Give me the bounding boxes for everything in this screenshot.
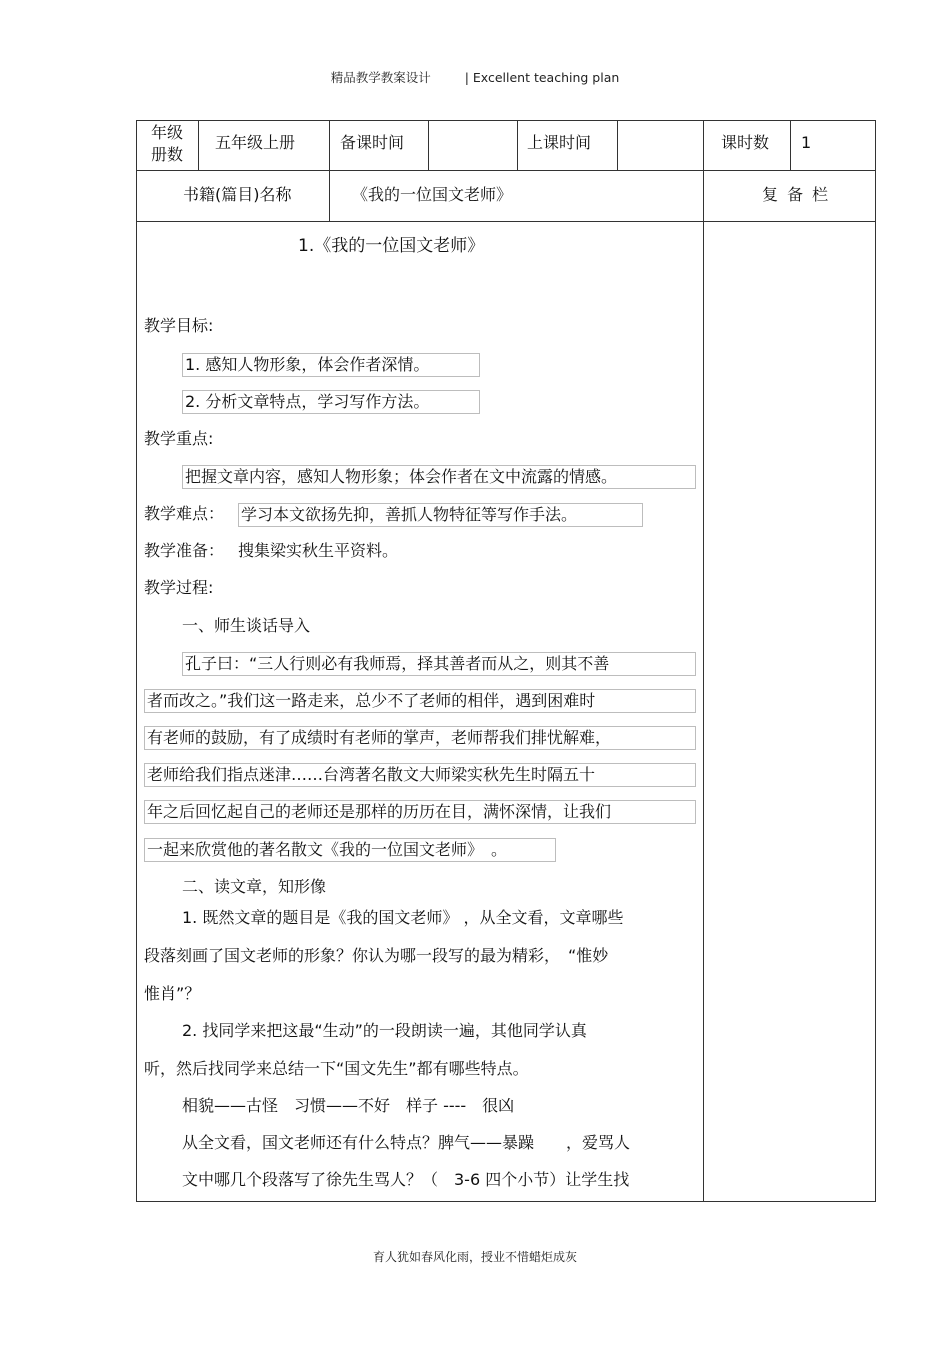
difficult-points-text: 学习本文欲扬先抑，善抓人物特征等写作手法。 (238, 503, 643, 527)
intro-paragraph-line: 一起来欣赏他的著名散文《我的一位国文老师》 。 (144, 838, 556, 862)
periods-value: 1 (801, 133, 812, 152)
goal-item (182, 390, 480, 414)
table-row1-divider (790, 120, 791, 170)
preparation-text: 搜集梁实秋生平资料。 (238, 541, 399, 560)
page-footer: 育人犹如春风化雨，授业不惜蜡炬成灰 (372, 1250, 577, 1264)
section-heading: 一、师生谈话导入 (182, 616, 311, 635)
intro-paragraph-line: 有老师的鼓励，有了成绩时有老师的掌声，老师帮我们排忧解难， (144, 726, 696, 750)
intro-paragraph-line: 者而改之。”我们这一路走来，总少不了老师的相伴，遇到困难时 (144, 689, 696, 713)
key-points-heading: 教学重点: (144, 429, 214, 448)
section-heading: 二、读文章，知形像 (182, 877, 327, 896)
traits-line: 相貌——古怪 习惯——不好 样子 ---- 很凶 (182, 1096, 515, 1115)
table-top-border (136, 120, 876, 121)
class-time-label: 上课时间 (527, 133, 592, 152)
intro-paragraph-line: 年之后回忆起自己的老师还是那样的历历在目，满怀深情，让我们 (144, 800, 696, 824)
grade-label-line2: 册数 (150, 145, 183, 164)
table-row1-bottom-border (136, 170, 876, 171)
table-left-border (136, 120, 137, 1202)
table-review-column-border (703, 120, 704, 1202)
question-line: 段落刻画了国文老师的形象？你认为哪一段写的最为精彩， “惟妙 (144, 946, 609, 965)
header-right-text: | Excellent teaching plan (464, 70, 620, 85)
periods-label: 课时数 (721, 133, 770, 152)
goals-heading: 教学目标: (144, 316, 214, 335)
table-row1-divider (517, 120, 518, 170)
question-line: 文中哪几个段落写了徐先生骂人？（ 3-6 四个小节）让学生找 (182, 1170, 630, 1189)
process-heading: 教学过程: (144, 578, 214, 597)
review-column-label: 复 备 栏 (762, 185, 831, 204)
question-line: 1. 既然文章的题目是《我的国文老师》 ，从全文看，文章哪些 (182, 908, 624, 927)
prep-time-label: 备课时间 (340, 133, 405, 152)
goal-item-text: 1. 感知人物形象，体会作者深情。 (185, 355, 430, 374)
grade-label (136, 122, 198, 166)
difficult-points-heading: 教学难点： (144, 504, 225, 523)
header-left-text: 精品教学教案设计 (330, 70, 431, 85)
table-row1-divider (428, 120, 429, 170)
table-row1-divider (198, 120, 199, 170)
grade-value: 五年级上册 (215, 133, 296, 152)
table-row1-divider (617, 120, 618, 170)
intro-paragraph-line: 老师给我们指点迷津……台湾著名散文大师梁实秋先生时隔五十 (144, 763, 696, 787)
table-row2-bottom-border (136, 221, 876, 222)
temper-line: 从全文看，国文老师还有什么特点？脾气——暴躁 ，爱骂人 (182, 1133, 631, 1152)
grade-label-line1: 年级 (150, 123, 183, 142)
question-line: 惟肖”？ (144, 984, 201, 1003)
lesson-title: 1.《我的一位国文老师》 (298, 236, 485, 256)
question-line: 听，然后找同学来总结一下“国文先生”都有哪些特点。 (144, 1059, 529, 1078)
preparation-heading: 教学准备： (144, 541, 225, 560)
table-bottom-border (136, 1201, 876, 1202)
intro-paragraph-line: 孔子曰：“三人行则必有我师焉，择其善者而从之，则其不善 (182, 652, 696, 676)
page-header (0, 68, 950, 86)
goal-item (182, 353, 480, 377)
key-points-text: 把握文章内容，感知人物形象；体会作者在文中流露的情感。 (182, 465, 696, 489)
table-row1-divider (329, 120, 330, 221)
goal-item-text: 2. 分析文章特点，学习写作方法。 (185, 392, 430, 411)
table-right-border (875, 120, 876, 1202)
book-label: 书籍(篇目)名称 (183, 185, 292, 204)
book-value: 《我的一位国文老师》 (352, 185, 513, 204)
question-line: 2. 找同学来把这最“生动”的一段朗读一遍，其他同学认真 (182, 1021, 587, 1040)
